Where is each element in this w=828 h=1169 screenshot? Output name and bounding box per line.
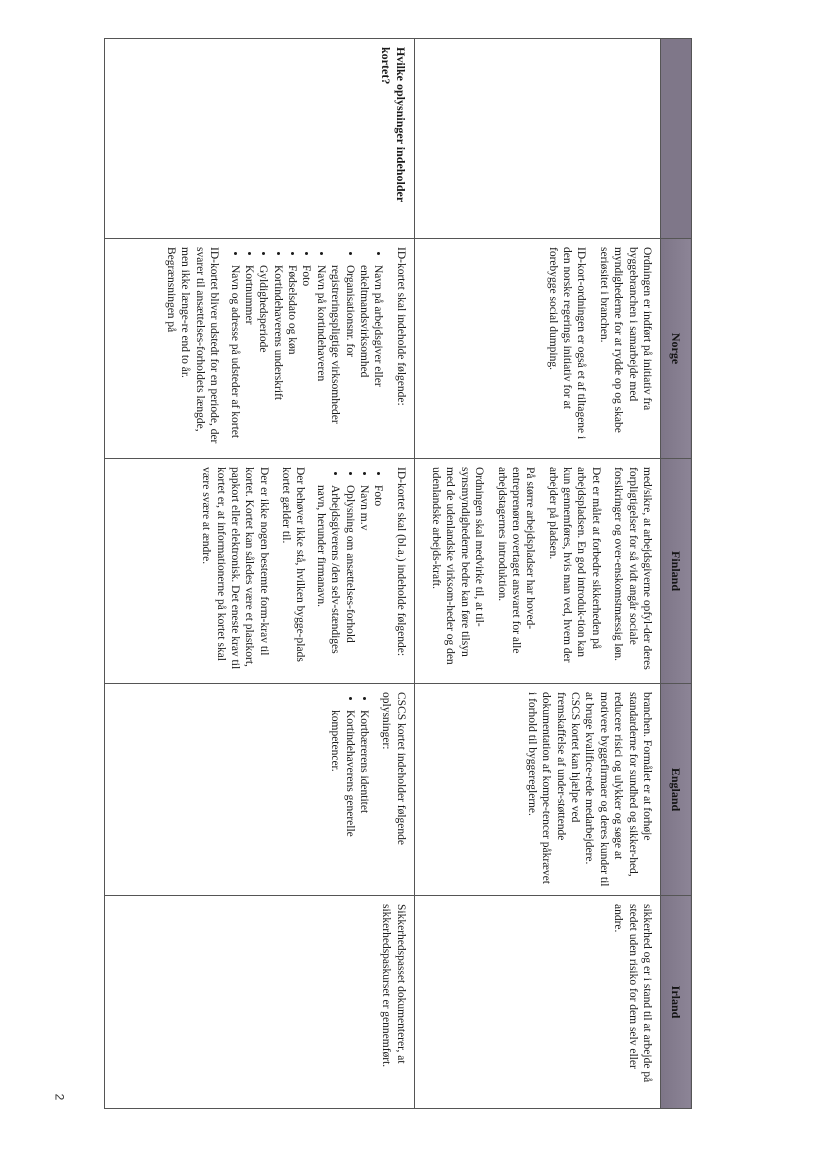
- paragraph: Der behøver ikke stå, hvilken bygge-plads kortet gælder til.: [280, 467, 307, 662]
- rotated-table-wrapper: [104, 38, 692, 1108]
- header-finland: Finland: [661, 459, 692, 684]
- paragraph: ID-kort-ordningen er også et af tiltagene i den norske regerings initiativ for at forebygge social dumping.: [546, 247, 588, 440]
- comparison-table: [104, 38, 692, 1109]
- header-cell-empty: [661, 39, 692, 239]
- cell-contents-finland: [105, 459, 415, 684]
- header-norge: Norge: [661, 239, 692, 459]
- list-norge: [227, 247, 385, 450]
- paragraph: Ordningen er indført på initiativ fra byggebranchen i samarbejde med myndighederne for at rydde op og skabe seriøsitet i branchen.: [597, 247, 653, 433]
- cell-contents-england: [105, 684, 415, 896]
- list-item: • Kortnummer: [242, 265, 256, 450]
- paragraph: ID-kortet skal indeholde følgende:: [394, 247, 407, 406]
- list-item: • Foto: [299, 265, 313, 450]
- list-item: • Kortbærerens identitet: [357, 710, 371, 887]
- row-purpose: [414, 39, 660, 1109]
- cell-contents-norge: [105, 239, 415, 459]
- header-irland: Irland: [661, 896, 692, 1109]
- list-item: • Kortindehaverens generelle kompetencer.: [328, 710, 357, 887]
- list-item: • Navn på arbejdsgiver eller enkeltmandsvirksomhed: [357, 265, 386, 450]
- paragraph: Det er målet at forbedre sikkerheden på arbejdspladsen. En god introduk-tion kan kun gennemføres, hvis man ved, hvem der arbejder på pladsen.: [546, 467, 602, 663]
- row-card-contents-label: Hvilke oplysninger indeholder kortet?: [105, 39, 415, 239]
- row-purpose-label: [414, 39, 660, 239]
- list-item: • Gyldighedsperiode: [256, 265, 270, 450]
- cell-contents-irland: [105, 896, 415, 1109]
- list-item: • Foto: [371, 485, 385, 675]
- header-row: [661, 39, 692, 1109]
- list-england: [328, 692, 371, 887]
- paragraph: Sikkerhedspasset dokumenterer, at sikkerhedspaskurset er gennemført.: [380, 904, 407, 1068]
- document-page: [104, 38, 692, 1108]
- page-number: 2: [52, 1093, 67, 1101]
- list-item: • Organisationsnr. for registreringspligtige virksomheder: [328, 265, 357, 450]
- paragraph: ID-kortet bliver udstedt for en periode, der svarer til ansættelses-forholdets længde, men ikke længe-re end to år. Begrænsningen på: [165, 247, 221, 444]
- paragraph: Ordningen skal medvirke til, at til-synsmyndighederne bedre kan føre tilsyn med de udenlandske virksom-heder og den udenlandske arbejds-kraft.: [430, 467, 486, 665]
- paragraph: CSCS kortet indeholder følgende oplysninger:: [380, 692, 407, 845]
- paragraph: På større arbejdspladser har hoved-entreprenøren overtaget ansvaret for alle arbejdstagernes introduktion.: [495, 467, 537, 654]
- paragraph: med/sikre, at arbejdsgiverne opfyl-der deres forpligtigelser for så vidt angår sociale forsikringer og over-enskomstmæssig løn.: [612, 467, 653, 670]
- paragraph: branchen. Formålet er at forhøje standarderne for sundhed og sikker-hed, reducere risici og ulykker og søge at motivere byggefirmaer og deres kunder til at bruge kvalifice-rede medarbejdere. CSCS kortet kan hjælpe ved fremskaffelse af under-støttende dokumentation af kompe-tencer påkrævet i forhold til byggereglerne.: [526, 692, 653, 887]
- paragraph: Der er ikke nogen bestemte form-krav til kortet. Kortet kan således være et plastkort, papkort eller elektronisk. Det eneste krav til kortet er, at informationerne på kortet skal være svære at ændre.: [200, 467, 270, 670]
- paragraph: sikkerhed og er i stand til at arbejde på stedet uden risiko for dem selv eller andre.: [612, 904, 653, 1083]
- list-item: • Fødselsdato og køn: [285, 265, 299, 450]
- list-item: • Kortindehaverens underskrift: [270, 265, 284, 450]
- cell-purpose-norge: [414, 239, 660, 459]
- header-england: England: [661, 684, 692, 896]
- list-item: • Navn og adresse på udsteder af kortet: [227, 265, 241, 450]
- cell-purpose-england: [414, 684, 660, 896]
- paragraph: ID-kortet skal (bl.a.) indeholde følgende:: [394, 467, 407, 657]
- list-item: • Arbejdsgiverens /den selv-stændiges navn, herunder firmanavn.: [314, 485, 343, 675]
- cell-purpose-irland: [414, 896, 660, 1109]
- list-finland: [314, 467, 386, 675]
- row-card-contents: [105, 39, 415, 1109]
- cell-purpose-finland: [414, 459, 660, 684]
- list-item: • Navn på kortindehaveren: [314, 265, 328, 450]
- list-item: • Navn m.v: [357, 485, 371, 675]
- list-item: • Oplysning om ansættelses-forhold: [342, 485, 356, 675]
